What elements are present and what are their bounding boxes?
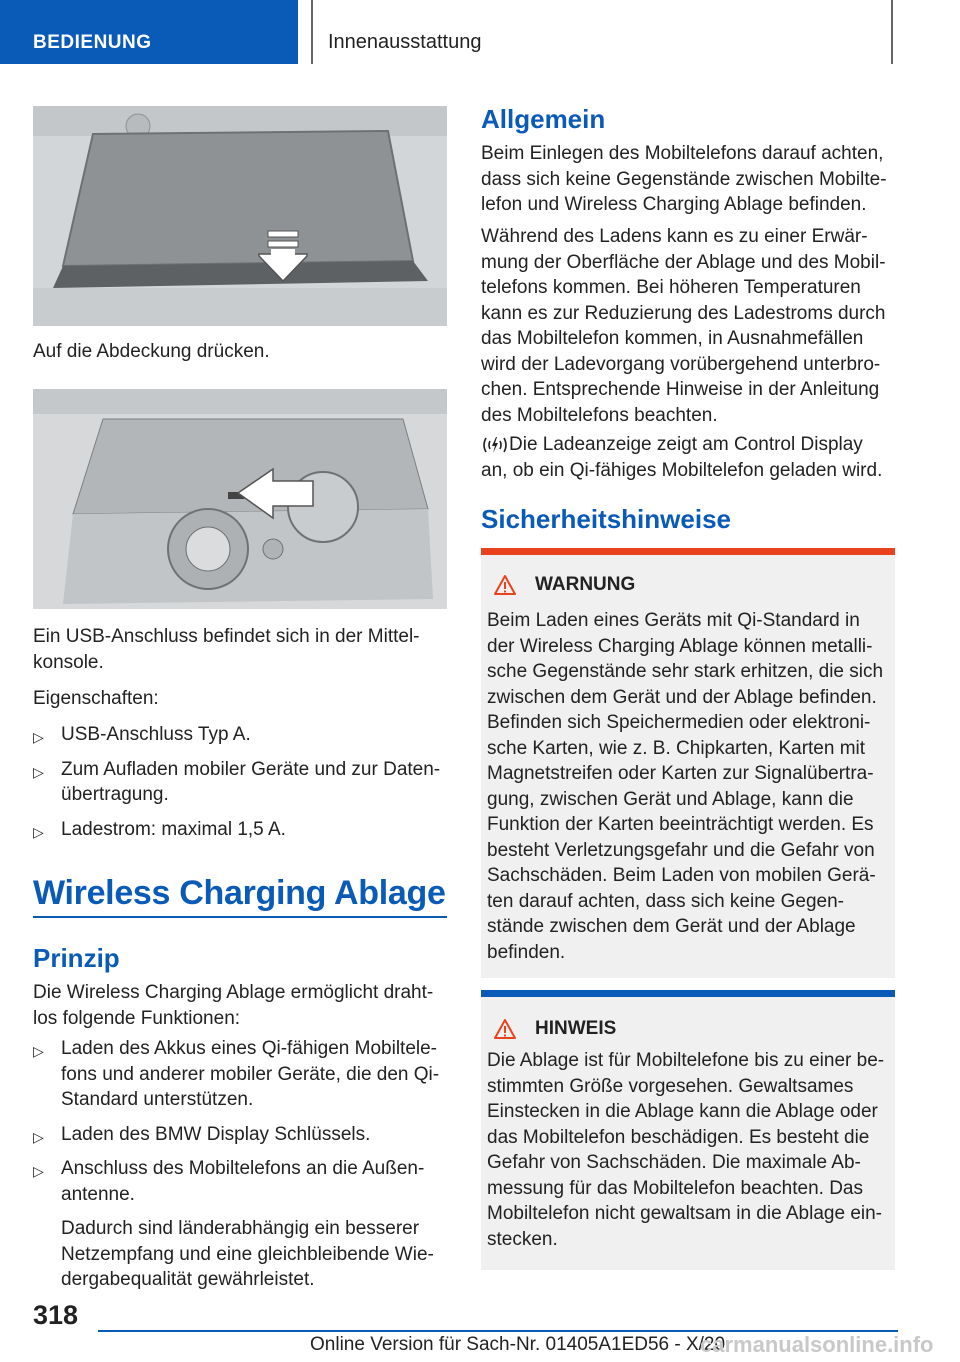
warning-line: besteht Verletzungsgefahr und die Gefahr von <box>487 839 875 861</box>
hint-box <box>481 990 895 1270</box>
warning-line: befinden. <box>487 941 566 963</box>
list-item-text: Standard unterstützen. <box>61 1089 254 1110</box>
photo-usb <box>33 389 447 609</box>
list-item <box>33 757 447 808</box>
list-item-text: Laden des BMW Display Schlüssels. <box>61 1123 371 1145</box>
warning-line: zwischen dem Gerät und der Ablage befinden. <box>487 686 877 708</box>
footer-online-version: Online Version für Sach-Nr. 01405A1ED56 - X/20 <box>310 1334 726 1355</box>
hint-bar <box>481 990 895 997</box>
allgemein-para-2 <box>481 224 895 428</box>
para-line: wird der Ladevorgang vorübergehend unterbro- <box>481 353 881 375</box>
warning-line: Beim Laden eines Geräts mit Qi-Standard in <box>487 610 860 631</box>
warning-line: Befinden sich Speichermedien oder elektroni- <box>487 712 871 733</box>
prinzip-text <box>33 980 433 1031</box>
list-item-text: Netzempfang und eine gleichbleibende Wie- <box>61 1243 434 1265</box>
section-label: BEDIENUNG <box>33 32 152 53</box>
para-line: des Mobiltelefons beachten. <box>481 404 718 426</box>
caption-usb-line: Ein USB-Anschluss befindet sich in der Mittel- <box>33 626 420 647</box>
hint-header <box>493 1018 616 1040</box>
para-line: an, ob ein Qi-fähiges Mobiltelefon geladen wird. <box>481 459 883 481</box>
hint-line: stecken. <box>487 1228 558 1250</box>
para-line: Während des Ladens kann es zu einer Erwär- <box>481 226 868 247</box>
warning-line: ten darauf achten, dass sich keine Gegen- <box>487 890 845 912</box>
list-item-text: USB-Anschluss Typ A. <box>61 724 251 745</box>
hint-line: messung für das Mobiltelefon beachten. Das <box>487 1177 863 1199</box>
properties-list <box>33 722 447 842</box>
list-item-text: Dadurch sind länderabhängig ein besserer <box>61 1218 420 1239</box>
para-line: dass sich keine Gegenstände zwischen Mobilte- <box>481 168 887 190</box>
list-item <box>33 1036 447 1113</box>
wireless-charging-icon <box>481 435 509 455</box>
warning-line: Sachschäden. Beim Laden von mobilen Gerä- <box>487 865 876 886</box>
warning-line: sche Gegenstände sehr stark erhitzen, die sich <box>487 661 884 682</box>
usb-port-illustration <box>33 389 447 609</box>
list-item <box>33 1122 447 1148</box>
warning-line: sche Karten, wie z. B. Chipkarten, Karten mit <box>487 737 866 759</box>
para-line: telefons kommen. Bei höheren Temperaturen <box>481 277 861 298</box>
functions-list <box>33 1036 447 1293</box>
hint-line: Gefahr von Sachschäden. Die maximale Ab- <box>487 1152 861 1173</box>
list-item <box>33 722 447 748</box>
hint-line: stimmten Größe vorgesehen. Gewaltsames <box>487 1075 854 1097</box>
section-tab <box>0 0 298 64</box>
section-heading-wireless-charging: Wireless Charging Ablage <box>33 874 446 912</box>
hint-line: Einstecken in die Ablage kann die Ablage oder <box>487 1101 878 1122</box>
caption-press-cover: Auf die Abdeckung drücken. <box>33 341 270 362</box>
warning-line: Magnetstreifen oder Karten zur Signalübertra- <box>487 763 874 784</box>
caption-usb-line: konsole. <box>33 651 104 673</box>
warning-bar <box>481 548 895 555</box>
hint-line: Die Ablage ist für Mobiltelefone bis zu einer be- <box>487 1050 885 1071</box>
cover-press-illustration <box>33 106 447 326</box>
bullet-icon: ▷ <box>33 1043 44 1059</box>
bullet-icon: ▷ <box>33 1163 44 1179</box>
warning-box <box>481 548 895 978</box>
bullet-icon: ▷ <box>33 1128 44 1145</box>
subheading-allgemein: Allgemein <box>481 104 606 134</box>
list-item-text: Anschluss des Mobiltelefons an die Außen- <box>61 1158 425 1179</box>
hint-title: HINWEIS <box>535 1018 617 1039</box>
bullet-icon: ▷ <box>33 729 44 745</box>
para-line: lefon und Wireless Charging Ablage befinden. <box>481 194 867 215</box>
subheading-safety: Sicherheitshinweise <box>481 504 731 534</box>
warning-line: gung, zwischen Gerät und Ablage, kann die <box>487 788 854 810</box>
photo-cover <box>33 106 447 326</box>
list-item-text: dergabequalität gewährleistet. <box>61 1269 315 1290</box>
warning-text <box>487 608 892 965</box>
subheading-prinzip: Prinzip <box>33 943 120 973</box>
para-line: kann es zur Reduzierung des Ladestroms durch <box>481 302 886 324</box>
bullet-icon: ▷ <box>33 823 44 840</box>
para-line: chen. Entsprechende Hinweise in der Anleitung <box>481 379 880 400</box>
list-item-text: fons und anderer mobiler Geräte, die den Qi- <box>61 1063 440 1085</box>
para-line: Beim Einlegen des Mobiltelefons darauf achten, <box>481 143 884 164</box>
warning-line: stände zwischen dem Gerät und der Ablage <box>487 916 856 937</box>
warning-header <box>493 574 635 596</box>
page-number: 318 <box>33 1300 79 1330</box>
watermark: carmanualsonline.info <box>700 1332 934 1357</box>
list-item-text: übertragung. <box>61 784 169 805</box>
para-line: mung der Oberfläche der Ablage und des Mobil- <box>481 251 886 273</box>
allgemein-para-3 <box>481 432 895 483</box>
list-item-text: Laden des Akkus eines Qi-fähigen Mobiltele- <box>61 1038 438 1059</box>
para-line: Die Ladeanzeige zeigt am Control Display <box>509 434 863 455</box>
prinzip-line: Die Wireless Charging Ablage ermöglicht draht- <box>33 982 434 1003</box>
warning-line: der Wireless Charging Ablage können metalli- <box>487 635 873 657</box>
heading-underline <box>33 916 447 918</box>
properties-label: Eigenschaften: <box>33 688 159 709</box>
prinzip-line: los folgende Funktionen: <box>33 1007 241 1029</box>
list-item-text: antenne. <box>61 1183 135 1205</box>
chapter-title: Innenausstattung <box>328 31 482 53</box>
caption-usb <box>33 624 420 675</box>
para-line-with-icon <box>481 432 895 458</box>
hint-text <box>487 1048 892 1252</box>
hint-line: das Mobiltelefon beschädigen. Es besteht die <box>487 1126 870 1148</box>
bullet-icon: ▷ <box>33 763 44 780</box>
warning-triangle-icon <box>493 1018 517 1040</box>
allgemein-para-1 <box>481 141 895 218</box>
hint-line: Mobiltelefon nicht gewaltsam in die Ablage ein- <box>487 1203 883 1224</box>
warning-triangle-icon <box>493 574 517 596</box>
list-item-text: Zum Aufladen mobiler Geräte und zur Daten- <box>61 758 441 780</box>
list-item <box>33 817 447 843</box>
para-line: das Mobiltelefon kommen, in Ausnahmefällen <box>481 328 864 349</box>
list-item-text: Ladestrom: maximal 1,5 A. <box>61 818 286 840</box>
list-item <box>33 1156 447 1293</box>
chapter-header <box>311 0 893 64</box>
warning-title: WARNUNG <box>535 574 636 595</box>
warning-line: Funktion der Karten beeinträchtigt werden. Es <box>487 814 874 835</box>
